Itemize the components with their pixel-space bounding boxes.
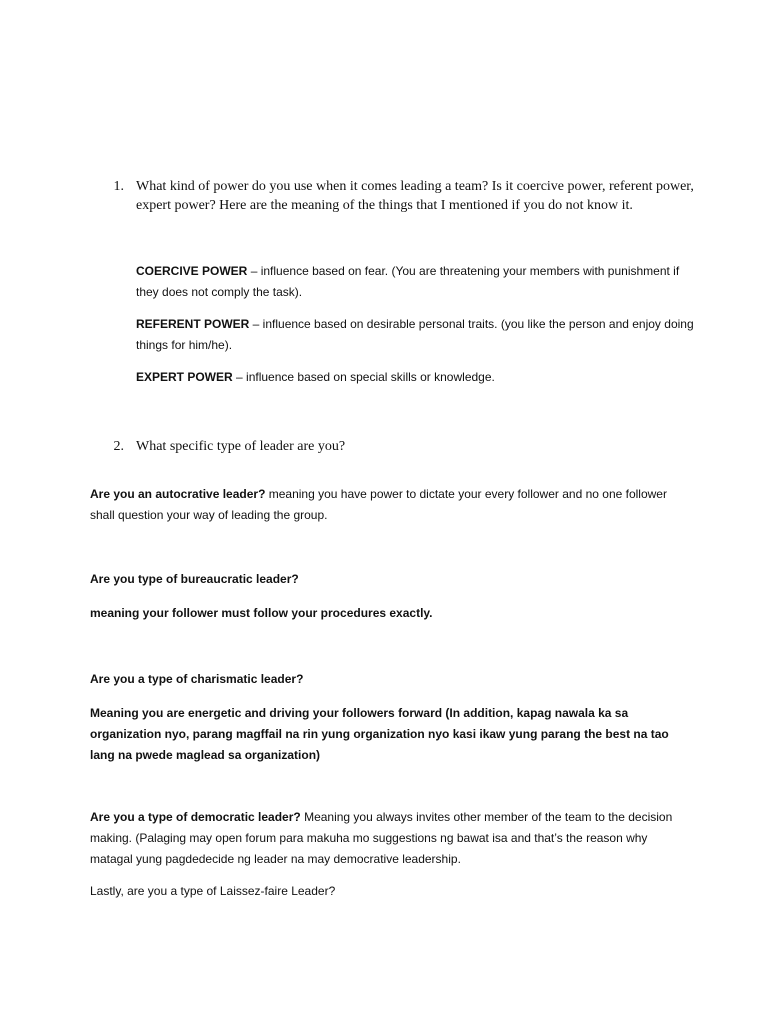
definition-expert xyxy=(136,367,696,388)
paragraph-bureaucratic-text xyxy=(90,603,690,624)
paragraph-charismatic-question xyxy=(90,669,690,690)
definition-term: EXPERT POWER xyxy=(136,370,233,384)
definition-term: REFERENT POWER xyxy=(136,317,250,331)
leader-question: Lastly, are you a type of Laissez-faire Leader? xyxy=(90,884,336,898)
leader-question: Are you an autocrative leader? xyxy=(90,487,266,501)
leader-description: Meaning you always invites other member of the team to the decision making. (Palaging may open forum para makuha mo suggestions ng bawat isa and that’s the reason why matagal yung pagdedecide ng leader na may democrative leadership. xyxy=(90,810,673,866)
definition-desc: – influence based on fear. (You are threatening your members with punishment if they does not comply the task). xyxy=(136,264,680,299)
definition-term: COERCIVE POWER xyxy=(136,264,248,278)
question-1-number: 1. xyxy=(113,179,124,194)
paragraph-charismatic-text xyxy=(90,703,690,766)
question-2-number: 2. xyxy=(113,439,124,454)
leader-description: Meaning you are energetic and driving your followers forward (In addition, kapag nawala ka sa organization nyo, parang magffail na rin yung organization nyo kasi ikaw yung parang the best na tao lang na pwede maglead sa organization) xyxy=(90,706,669,762)
question-1-text: What kind of power do you use when it comes leading a team? Is it coercive power, referent power, expert power? Here are the meaning of the things that I mentioned if you do not know it. xyxy=(136,179,694,213)
question-2-text: What specific type of leader are you? xyxy=(136,439,346,454)
definition-coercive xyxy=(136,261,696,303)
definition-desc: – influence based on desirable personal traits. (you like the person and enjoy doing things for him/he). xyxy=(136,317,694,352)
paragraph-bureaucratic-question xyxy=(90,569,690,590)
definition-desc: – influence based on special skills or knowledge. xyxy=(232,370,495,384)
leader-question: Are you a type of democratic leader? xyxy=(90,810,301,824)
paragraph-democratic xyxy=(90,807,690,870)
leader-description: meaning you have power to dictate your every follower and no one follower shall question your way of leading the group. xyxy=(90,487,667,522)
leader-description: meaning your follower must follow your procedures exactly. xyxy=(90,606,433,620)
paragraph-laissez-faire xyxy=(90,881,690,902)
paragraph-autocratic xyxy=(90,484,690,526)
leader-question: Are you a type of charismatic leader? xyxy=(90,672,304,686)
definition-referent xyxy=(136,314,696,356)
leader-question: Are you type of bureaucratic leader? xyxy=(90,572,299,586)
